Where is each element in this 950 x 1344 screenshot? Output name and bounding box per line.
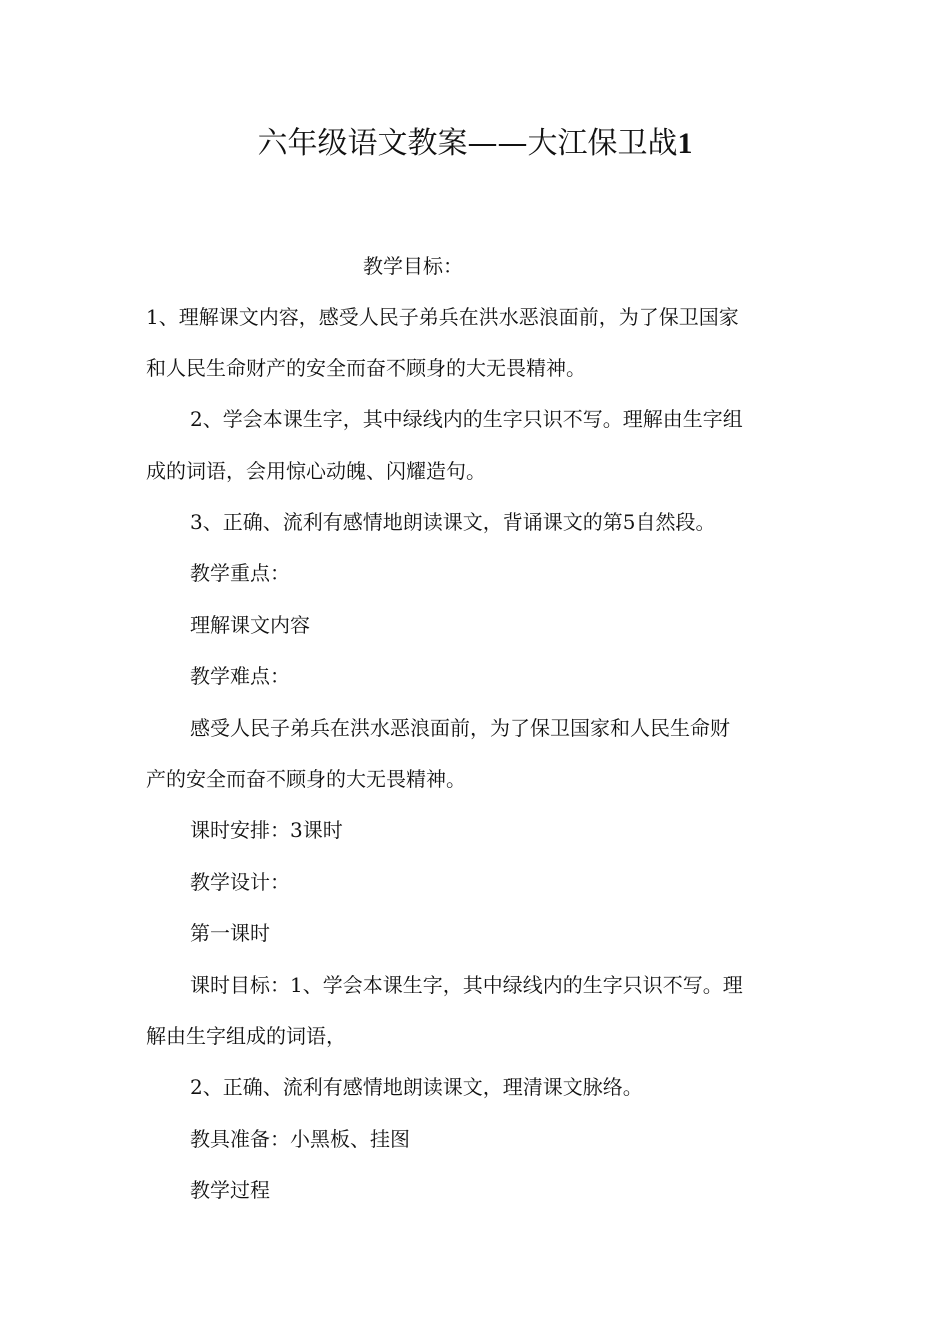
paragraph-line: 2、学会本课生字，其中绿线内的生字只识不写。理解由生字组 bbox=[190, 407, 743, 431]
section-heading-process: 教学过程 bbox=[190, 1178, 270, 1202]
paragraph-line: 2、正确、流利有感情地朗读课文，理清课文脉络。 bbox=[190, 1075, 643, 1099]
title-text: 六年级语文教案——大江保卫战 bbox=[257, 126, 678, 161]
paragraph-line: 成的词语，会用惊心动魄、闪耀造句。 bbox=[146, 459, 486, 483]
title-number: 1 bbox=[677, 127, 693, 160]
paragraph-line: 3、正确、流利有感情地朗读课文，背诵课文的第5自然段。 bbox=[190, 510, 716, 534]
paragraph-line: 教具准备：小黑板、挂图 bbox=[190, 1127, 410, 1151]
section-heading-objectives: 教学目标： bbox=[363, 254, 463, 278]
section-heading-lesson-one: 第一课时 bbox=[190, 921, 270, 945]
paragraph-line: 产的安全而奋不顾身的大无畏精神。 bbox=[146, 767, 466, 791]
paragraph-line: 感受人民子弟兵在洪水恶浪面前，为了保卫国家和人民生命财 bbox=[190, 716, 730, 740]
paragraph-line: 课时安排：3课时 bbox=[190, 818, 343, 842]
section-heading-key-points: 教学重点： bbox=[190, 561, 290, 585]
paragraph-line: 1、理解课文内容，感受人民子弟兵在洪水恶浪面前，为了保卫国家 bbox=[146, 305, 739, 329]
section-heading-difficulties: 教学难点： bbox=[190, 664, 290, 688]
paragraph-line: 和人民生命财产的安全而奋不顾身的大无畏精神。 bbox=[146, 356, 586, 380]
paragraph-line: 课时目标：1、学会本课生字，其中绿线内的生字只识不写。理 bbox=[190, 973, 743, 997]
paragraph-line: 解由生字组成的词语， bbox=[146, 1024, 346, 1048]
document-title bbox=[0, 122, 950, 166]
paragraph-line: 理解课文内容 bbox=[190, 613, 310, 637]
section-heading-design: 教学设计： bbox=[190, 870, 290, 894]
